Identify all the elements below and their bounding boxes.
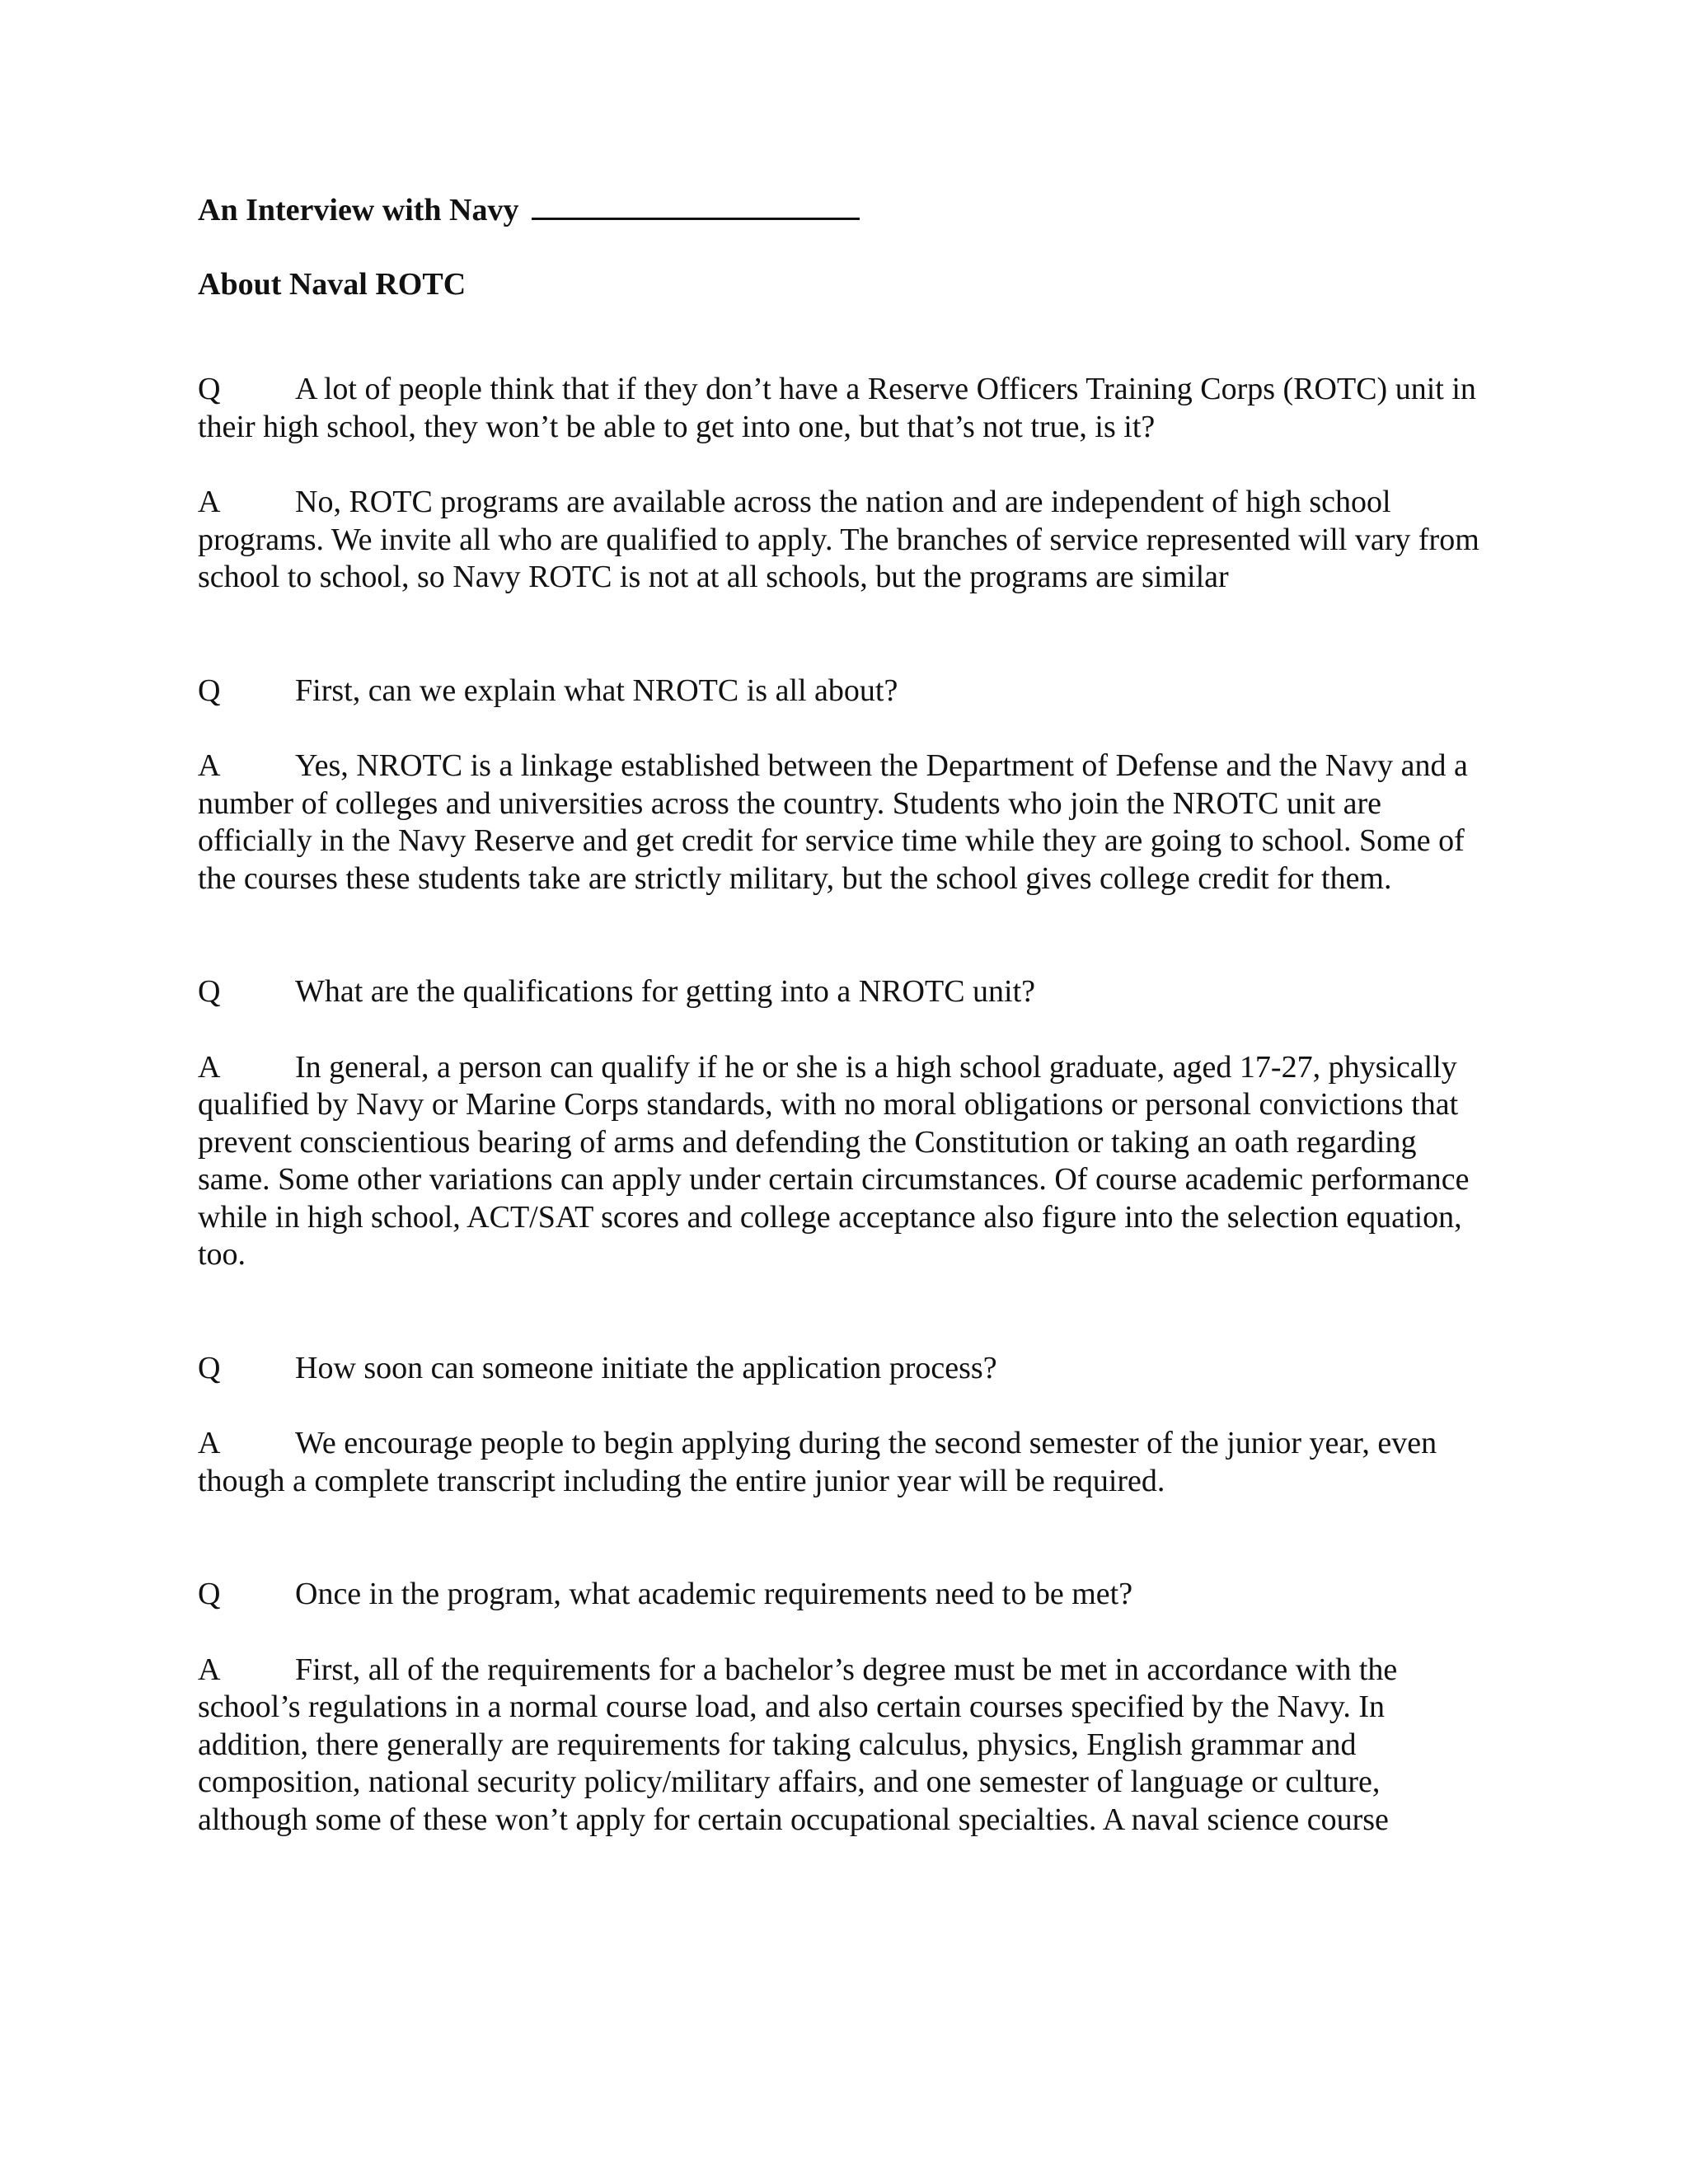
answer-text: We encourage people to begin applying during the second semester of the junior year, even though a complete transcript including the entire junior year will be required. <box>198 1426 1437 1498</box>
answer-2 <box>198 748 1484 898</box>
answer-label: A <box>198 1652 221 1687</box>
answer-5 <box>198 1652 1484 1840</box>
answer-1 <box>198 484 1484 597</box>
question-label: Q <box>198 1577 221 1611</box>
answer-label: A <box>198 1049 221 1085</box>
answer-3 <box>198 1049 1484 1274</box>
question-1 <box>198 371 1484 446</box>
answer-text: No, ROTC programs are available across the nation and are independent of high school programs. We invite all who are qualified to apply. The branches of service represented will vary from school to school, so Navy ROTC is not at all schools, but the programs are similar <box>198 485 1479 594</box>
question-text: First, can we explain what NROTC is all about? <box>295 673 898 708</box>
question-label: Q <box>198 974 221 1009</box>
answer-text: Yes, NROTC is a linkage established between the Department of Defense and the Navy and a number of colleges and universities across the country. Students who join the NROTC unit are officially in the Navy Reserve and get credit for service time while they are going to school. Some of the courses these students take are strictly military, but the school gives college credit for them. <box>198 748 1468 896</box>
answer-4 <box>198 1425 1484 1500</box>
question-label: Q <box>198 1350 221 1385</box>
answer-label: A <box>198 1426 221 1460</box>
question-label: Q <box>198 673 221 708</box>
question-4 <box>198 1350 1484 1388</box>
answer-text: In general, a person can qualify if he or she is a high school graduate, aged 17-27, physically qualified by Navy or Marine Corps standards, with no moral obligations or personal convictions that prevent conscientious bearing of arms and defending the Constitution or taking an oath regarding same. Some other variations can apply under certain circumstances. Of course academic performance while in high school, ACT/SAT scores and college acceptance also figure into the selection equation, too. <box>198 1049 1470 1272</box>
question-2 <box>198 673 1484 710</box>
document-subtitle: About Naval ROTC <box>198 267 467 302</box>
question-text: A lot of people think that if they don’t have a Reserve Officers Training Corps (ROTC) unit in their high school, they won’t be able to get into one, but that’s not true, is it? <box>198 372 1476 444</box>
document-page <box>198 191 1484 1839</box>
question-text: Once in the program, what academic requirements need to be met? <box>295 1577 1133 1611</box>
answer-label: A <box>198 748 221 783</box>
question-5 <box>198 1576 1484 1614</box>
question-3 <box>198 973 1484 1011</box>
answer-text: First, all of the requirements for a bachelor’s degree must be met in accordance with the school’s regulations in a normal course load, and also certain courses specified by the Navy. In addition, there generally are requirements for taking calculus, physics, English grammar and composition, national security policy/military affairs, and one semester of language or culture, although some of these won’t apply for certain occupational specialties. A naval science course <box>198 1652 1398 1837</box>
document-title-line <box>198 191 1484 229</box>
question-text: What are the qualifications for getting into a NROTC unit? <box>295 974 1036 1009</box>
question-text: How soon can someone initiate the application process? <box>295 1350 997 1385</box>
question-label: Q <box>198 372 221 406</box>
title-blank-line <box>532 193 860 220</box>
answer-label: A <box>198 485 221 519</box>
document-title: An Interview with Navy <box>198 193 519 227</box>
